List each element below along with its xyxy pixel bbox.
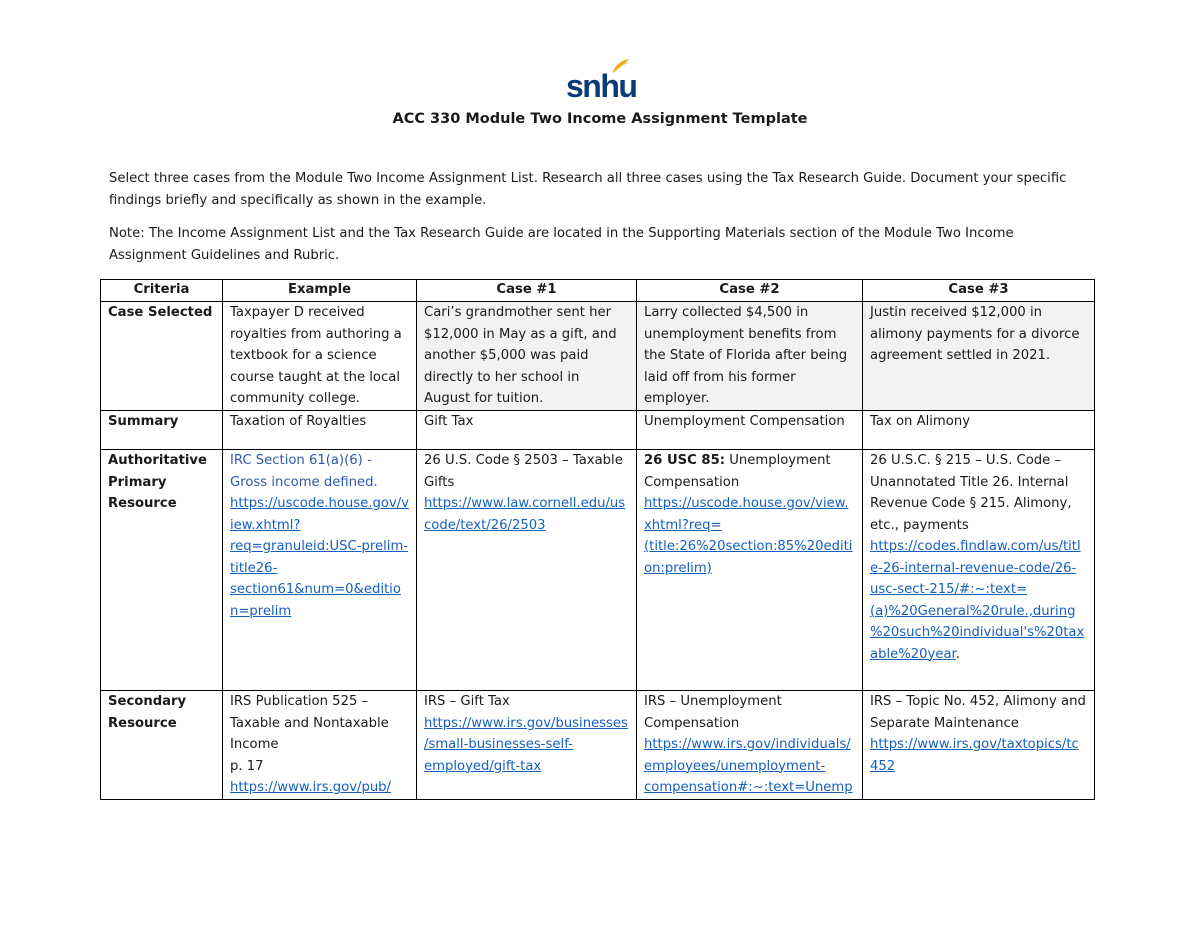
case3-secondary-text: IRS – Topic No. 452, Alimony and Separate Maintenance xyxy=(870,694,1086,731)
cell-case-1[interactable] xyxy=(417,450,637,691)
snhu-logo xyxy=(566,58,637,104)
cell-case-1[interactable]: Gift Tax xyxy=(417,411,637,450)
header-case-1: Case #1 xyxy=(417,280,637,302)
logo-wordmark: snhu xyxy=(566,68,637,104)
cell-case-2[interactable]: Larry collected $4,500 in unemployment benefits from the State of Florida after being laid off from his former employer. xyxy=(637,302,863,411)
case1-primary-text: 26 U.S. Code § 2503 – Taxable Gifts xyxy=(424,453,623,490)
case3-primary-after: . xyxy=(955,646,960,662)
case3-primary-link[interactable]: https://codes.findlaw.com/us/title-26-internal-revenue-code/26-usc-sect-215/#:~:text=(a)%20General%20rule.,during%20such%20individual's%20taxable%20year xyxy=(870,539,1085,662)
cell-case-1[interactable]: Cari’s grandmother sent her $12,000 in May as a gift, and another $5,000 was paid directly to her school in August for tuition. xyxy=(417,302,637,411)
header-criteria: Criteria xyxy=(101,280,223,302)
case2-primary-bold: 26 USC 85: xyxy=(644,453,726,468)
cell-case-2[interactable]: Unemployment Compensation xyxy=(637,411,863,450)
header-case-2: Case #2 xyxy=(637,280,863,302)
example-primary-text: IRC Section 61(a)(6) - Gross income defined. xyxy=(230,453,378,490)
cell-case-3[interactable] xyxy=(863,450,1095,691)
cell-example xyxy=(223,691,417,800)
assignment-table xyxy=(100,279,1095,800)
cell-example xyxy=(223,450,417,691)
example-secondary-page: p. 17 xyxy=(230,758,264,774)
table-row xyxy=(101,450,1095,691)
case3-secondary-link[interactable]: https://www.irs.gov/taxtopics/tc452 xyxy=(870,737,1079,774)
cell-case-2[interactable] xyxy=(637,691,863,800)
note-label: Note: xyxy=(109,226,145,241)
case2-primary-link[interactable]: https://uscode.house.gov/view.xhtml?req=(title:26%20section:85%20edition:prelim) xyxy=(644,496,853,576)
row-label-secondary-resource: Secondary Resource xyxy=(101,691,223,800)
case1-secondary-text: IRS – Gift Tax xyxy=(424,694,510,709)
cell-case-3[interactable]: Justin received $12,000 in alimony payments for a divorce agreement settled in 2021. xyxy=(863,302,1095,411)
instructions-paragraph: Select three cases from the Module Two Income Assignment List. Research all three cases using the Tax Research Guide. Document your specific findings briefly and specifically as shown in the example. xyxy=(109,171,1067,208)
cell-case-2[interactable] xyxy=(637,450,863,691)
header-example: Example xyxy=(223,280,417,302)
row-label-primary-resource: Authoritative Primary Resource xyxy=(101,450,223,691)
note-paragraph xyxy=(109,223,1089,267)
header-row xyxy=(101,280,1095,302)
example-secondary-text: IRS Publication 525 – Taxable and Nontaxable Income xyxy=(230,694,389,752)
cell-example: Taxation of Royalties xyxy=(223,411,417,450)
row-label-summary: Summary xyxy=(101,411,223,450)
example-secondary-link[interactable]: https://www.irs.gov/pub/ xyxy=(230,780,391,795)
table-row xyxy=(101,302,1095,411)
header-case-3: Case #3 xyxy=(863,280,1095,302)
row-label-case-selected: Case Selected xyxy=(101,302,223,411)
cell-case-1[interactable] xyxy=(417,691,637,800)
case2-secondary-text: IRS – Unemployment Compensation xyxy=(644,694,782,731)
cell-example: Taxpayer D received royalties from authoring a textbook for a science course taught at the local community college. xyxy=(223,302,417,411)
table-row xyxy=(101,411,1095,450)
table-row xyxy=(101,691,1095,800)
case3-primary-text: 26 U.S.C. § 215 – U.S. Code – Unannotated Title 26. Internal Revenue Code § 215. Alimony, etc., payments xyxy=(870,453,1072,533)
case2-primary-text: Unemployment Compensation xyxy=(644,453,831,490)
case2-secondary-link[interactable]: https://www.irs.gov/individuals/employees/unemployment-compensation#:~:text=Unemp xyxy=(644,737,853,795)
cell-case-3[interactable] xyxy=(863,691,1095,800)
case1-secondary-link[interactable]: https://www.irs.gov/businesses/small-businesses-self-employed/gift-tax xyxy=(424,715,628,774)
case1-primary-link[interactable]: https://www.law.cornell.edu/uscode/text/26/2503 xyxy=(424,496,626,533)
example-primary-link[interactable]: https://uscode.house.gov/view.xhtml?req=granuleid:USC-prelim-title26-section61&num=0&edition=prelim xyxy=(230,496,409,619)
note-text: The Income Assignment List and the Tax Research Guide are located in the Supporting Materials section of the Module Two Income Assignment Guidelines and Rubric. xyxy=(109,226,1014,263)
page-title: ACC 330 Module Two Income Assignment Template xyxy=(392,111,808,127)
cell-case-3[interactable]: Tax on Alimony xyxy=(863,411,1095,450)
